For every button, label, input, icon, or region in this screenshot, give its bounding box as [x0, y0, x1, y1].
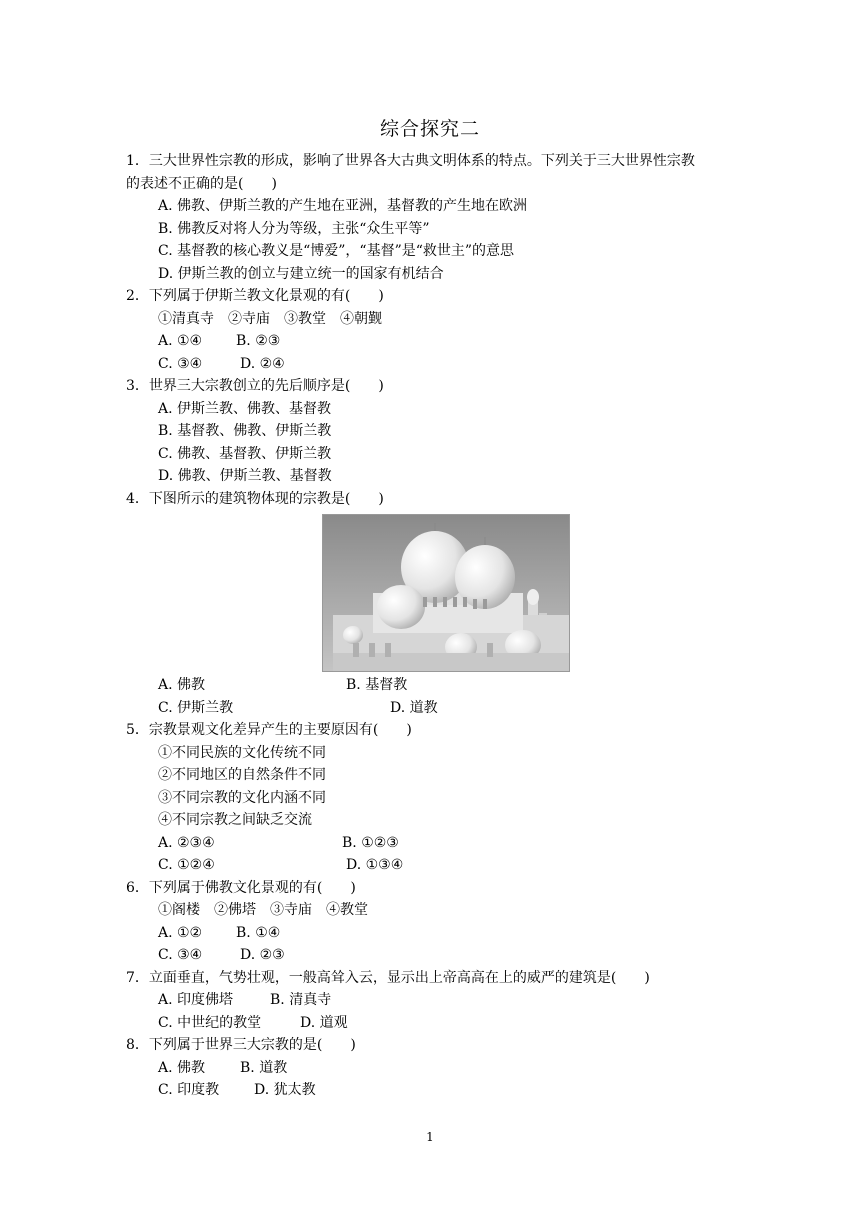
q7-option-c: C. 中世纪的教堂 — [158, 1014, 262, 1031]
q4-option-b: B. 基督教 — [346, 677, 408, 693]
q5-item-2: ②不同地区的自然条件不同 — [158, 767, 326, 783]
q2-option-c: C. ③④ — [158, 355, 203, 372]
q5-item-4: ④不同宗教之间缺乏交流 — [158, 812, 312, 828]
question-list — [126, 150, 746, 1102]
page-number: 1 — [426, 1130, 434, 1144]
q5-option-b: B. ①②③ — [342, 834, 399, 851]
q3-option-a: A. 伊斯兰教、佛教、基督教 — [158, 400, 332, 417]
q8-option-b: B. 道教 — [240, 1059, 288, 1076]
q1-option-a: A. 佛教、伊斯兰教的产生地在亚洲，基督教的产生地在欧洲 — [158, 198, 528, 214]
q4-options-row2 — [126, 697, 746, 720]
q8-options-row2 — [126, 1079, 746, 1102]
q7-option-d: D. 道观 — [300, 1014, 348, 1031]
q8-option-d: D. 犹太教 — [254, 1082, 316, 1098]
q6-option-a: A. ①② — [158, 924, 203, 941]
q4-options-row1 — [126, 674, 746, 697]
q5-stem: 5．宗教景观文化差异产生的主要原因有( ) — [126, 722, 412, 738]
q6-items: ①阁楼 ②佛塔 ③寺庙 ④教堂 — [158, 902, 368, 918]
q7-options-row2 — [126, 1012, 746, 1035]
q3-option-d: D. 佛教、伊斯兰教、基督教 — [158, 468, 332, 484]
q2-options-row1 — [126, 330, 746, 353]
q4-option-c: C. 伊斯兰教 — [158, 699, 234, 716]
q7-option-a: A. 印度佛塔 — [158, 992, 234, 1008]
q6-options-row1 — [126, 922, 746, 945]
q1-option-c: C. 基督教的核心教义是“博爱”，“基督”是“救世主”的意思 — [158, 243, 515, 259]
q8-option-a: A. 佛教 — [158, 1059, 206, 1076]
q7-options-row1 — [126, 989, 746, 1012]
q8-stem: 8．下列属于世界三大宗教的是( ) — [126, 1037, 356, 1053]
q5-options-row2 — [126, 854, 746, 877]
q2-items: ①清真寺 ②寺庙 ③教堂 ④朝觐 — [158, 310, 382, 327]
q6-option-b: B. ①④ — [236, 924, 281, 941]
q5-option-a: A. ②③④ — [158, 834, 215, 851]
q6-option-d: D. ②③ — [240, 947, 285, 963]
q7-option-b: B. 清真寺 — [270, 992, 332, 1008]
q1-stem-line1: 1．三大世界性宗教的形成，影响了世界各大古典文明体系的特点。下列关于三大世界性宗教 — [126, 153, 695, 169]
page-title: 综合探究二 — [379, 118, 480, 140]
mosque-photo — [322, 514, 570, 672]
q5-option-c: C. ①②④ — [158, 857, 215, 873]
q7-stem: 7．立面垂直，气势壮观，一般高耸入云，显示出上帝高高在上的威严的建筑是( ) — [126, 969, 650, 986]
q4-option-d: D. 道教 — [390, 699, 438, 716]
q8-options-row1 — [126, 1057, 746, 1080]
q5-option-d: D. ①③④ — [346, 857, 404, 873]
q5-item-1: ①不同民族的文化传统不同 — [158, 744, 326, 761]
q6-option-c: C. ③④ — [158, 947, 203, 963]
q1-stem-line2: 的表述不正确的是( ) — [126, 175, 277, 192]
q4-figure-container — [126, 514, 746, 674]
q2-option-b: B. ②③ — [236, 333, 281, 349]
q5-options-row1 — [126, 832, 746, 855]
q1-option-b: B. 佛教反对将人分为等级，主张“众生平等” — [158, 220, 430, 237]
q5-item-3: ③不同宗教的文化内涵不同 — [158, 789, 326, 806]
q2-option-a: A. ①④ — [158, 333, 203, 349]
q2-options-row2 — [126, 353, 746, 376]
q2-stem: 2．下列属于伊斯兰教文化景观的有( ) — [126, 288, 384, 304]
q3-stem: 3．世界三大宗教创立的先后顺序是( ) — [126, 378, 384, 394]
q6-options-row2 — [126, 944, 746, 967]
q8-option-c: C. 印度教 — [158, 1082, 220, 1098]
q4-option-a: A. 佛教 — [158, 677, 206, 693]
q3-option-c: C. 佛教、基督教、伊斯兰教 — [158, 445, 332, 462]
q2-option-d: D. ②④ — [240, 355, 285, 372]
q6-stem: 6．下列属于佛教文化景观的有( ) — [126, 879, 356, 896]
q1-option-d: D. 伊斯兰教的创立与建立统一的国家有机结合 — [158, 265, 444, 282]
q4-stem: 4．下图所示的建筑物体现的宗教是( ) — [126, 490, 384, 507]
q3-option-b: B. 基督教、佛教、伊斯兰教 — [158, 423, 332, 439]
